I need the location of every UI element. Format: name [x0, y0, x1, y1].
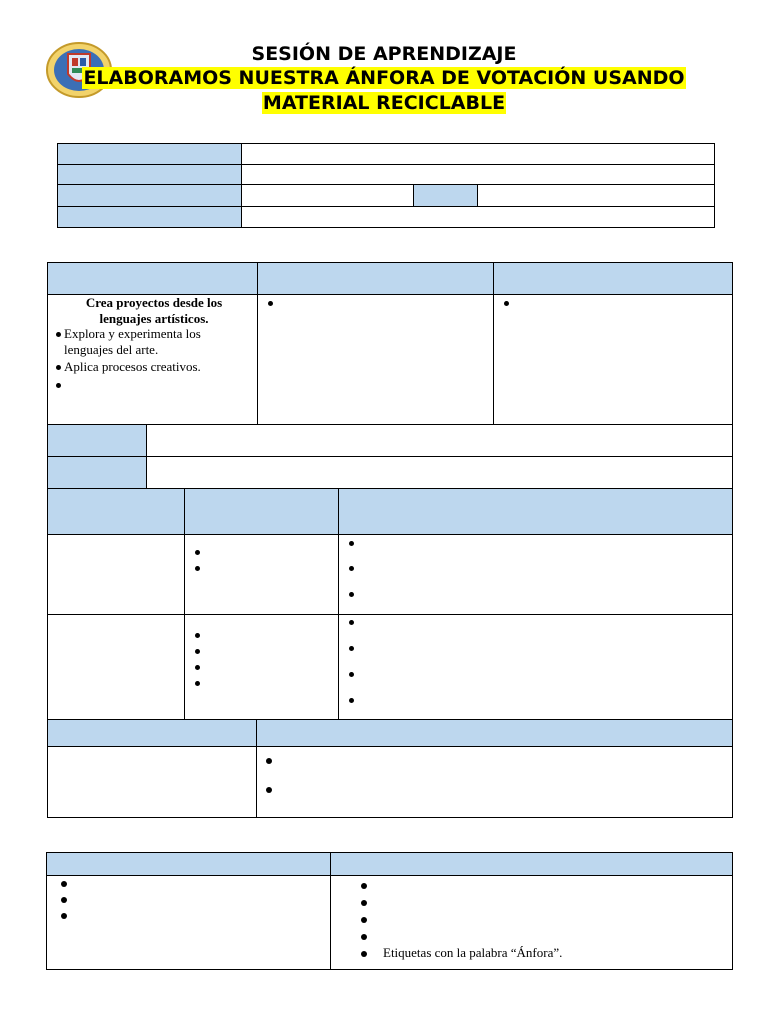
header-cell-performance [258, 263, 494, 295]
evidence-cell [494, 295, 732, 425]
info-label-3 [58, 185, 242, 207]
info-value-5 [242, 207, 714, 227]
bullet-icon [195, 665, 200, 670]
content-a1 [48, 535, 185, 615]
content-a2 [185, 535, 339, 615]
header-cell-evidence [494, 263, 732, 295]
row-label-2 [48, 457, 147, 489]
bullet-icon [266, 758, 272, 764]
header-cell-e [257, 720, 732, 747]
bullet-icon [195, 566, 200, 571]
info-label-2 [58, 165, 242, 185]
competency-cell [48, 295, 258, 425]
content-c2 [257, 747, 732, 817]
materials-table [46, 852, 733, 970]
content-b1 [48, 615, 185, 720]
bullet-icon [349, 566, 354, 571]
row-value-2 [147, 457, 732, 489]
bullet-icon [349, 672, 354, 677]
bullet-icon [349, 698, 354, 703]
materials-header-left [47, 853, 331, 876]
bullet-icon [361, 917, 367, 923]
header-cell-c [339, 489, 732, 535]
header-cell-b [185, 489, 339, 535]
performance-cell [258, 295, 494, 425]
bullet-icon [361, 900, 367, 906]
materials-left-cell [47, 876, 331, 969]
bullet-icon [268, 301, 273, 306]
bullet-icon [349, 620, 354, 625]
content-c1 [48, 747, 257, 817]
info-value-3 [242, 185, 414, 207]
header-cell-competency [48, 263, 258, 295]
bullet-icon [195, 681, 200, 686]
session-title: SESIÓN DE APRENDIZAJE [251, 43, 517, 65]
row-label-1 [48, 425, 147, 457]
bullet-icon [349, 646, 354, 651]
competency-title: Crea proyectos desde los lenguajes artísticos. [85, 295, 223, 326]
materials-right-cell [331, 876, 732, 969]
bullet-icon [56, 383, 61, 388]
bullet-icon [349, 541, 354, 546]
info-label-5 [58, 207, 242, 227]
info-value-2 [242, 165, 714, 185]
content-a3 [339, 535, 732, 615]
session-name-line1: ELABORAMOS NUESTRA ÁNFORA DE VOTACIÓN USANDO [83, 67, 685, 89]
info-label-1 [58, 144, 242, 165]
info-label-4 [414, 185, 478, 207]
header-cell-a [48, 489, 185, 535]
bullet-icon [56, 332, 61, 337]
info-value-1 [242, 144, 714, 165]
materials-label-item: Etiquetas con la palabra “Ánfora”. [383, 945, 563, 960]
bullet-icon [361, 883, 367, 889]
content-b2 [185, 615, 339, 720]
content-b3 [339, 615, 732, 720]
bullet-icon [61, 881, 67, 887]
bullet-icon [361, 934, 367, 940]
info-table [57, 143, 715, 228]
info-value-4 [478, 185, 714, 207]
bullet-icon [195, 633, 200, 638]
bullet-icon [195, 649, 200, 654]
learning-table [47, 262, 733, 818]
session-name-line2: MATERIAL RECICLABLE [262, 92, 506, 114]
bullet-icon [349, 592, 354, 597]
header-cell-d [48, 720, 257, 747]
bullet-icon [195, 550, 200, 555]
row-value-1 [147, 425, 732, 457]
bullet-icon [266, 787, 272, 793]
competency-item-2: Aplica procesos creativos. [54, 359, 254, 375]
materials-header-right [331, 853, 732, 876]
bullet-icon [504, 301, 509, 306]
bullet-icon [61, 897, 67, 903]
competency-item-1: Explora y experimenta los lenguajes del arte. [54, 326, 254, 358]
bullet-icon [56, 365, 61, 370]
bullet-icon [361, 951, 367, 957]
bullet-icon [61, 913, 67, 919]
